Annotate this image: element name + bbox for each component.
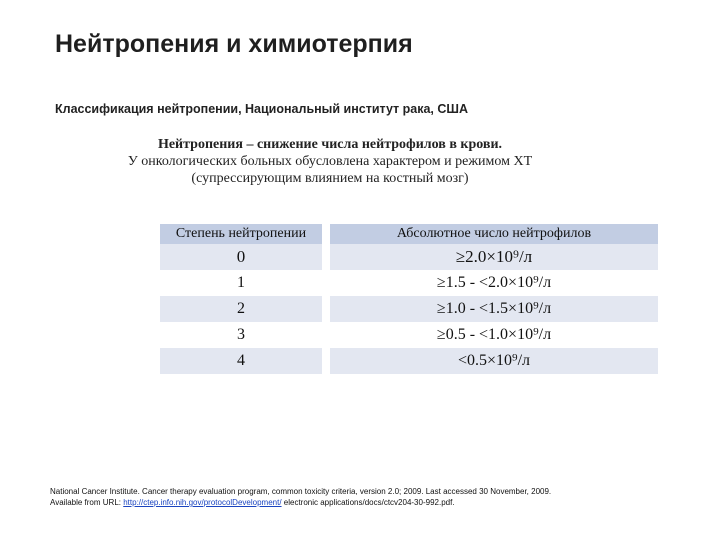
- table-row: [160, 348, 658, 374]
- definition-block: [60, 136, 600, 187]
- anc-cell: ≥2.0×10⁹/л: [326, 244, 658, 270]
- table-row: [160, 244, 658, 270]
- anc-cell: ≥1.0 - <1.5×10⁹/л: [326, 296, 658, 322]
- anc-cell: ≥0.5 - <1.0×10⁹/л: [326, 322, 658, 348]
- anc-cell: ≥1.5 - <2.0×10⁹/л: [326, 270, 658, 296]
- table-row: [160, 296, 658, 322]
- header-grade: Степень нейтропении: [160, 224, 326, 244]
- footnote-line-2: [50, 497, 690, 508]
- footnote-prefix: Available from URL:: [50, 498, 124, 507]
- grade-cell: 4: [160, 348, 326, 374]
- neutropenia-grade-table: [160, 224, 658, 374]
- definition-line-1: Нейтропения – снижение числа нейтрофилов в крови.: [157, 137, 503, 152]
- footnote-suffix: electronic applications/docs/ctcv204-30-992.pdf.: [281, 498, 455, 507]
- slide-subtitle: Классификация нейтропении, Национальный институт рака, США: [55, 102, 468, 116]
- footnote-line-1: National Cancer Institute. Cancer therapy evaluation program, common toxicity criteria, version 2.0; 2009. Last accessed 30 November, 2009.: [50, 487, 552, 496]
- grade-cell: 1: [160, 270, 326, 296]
- slide-title: Нейтропения и химиотерпия: [55, 30, 413, 58]
- grade-cell: 3: [160, 322, 326, 348]
- header-anc: Абсолютное число нейтрофилов: [326, 224, 658, 244]
- definition-line-3: (супрессирующим влиянием на костный мозг): [191, 171, 469, 186]
- reference-link[interactable]: http://ctep.info.nih.gov/protocolDevelopment/: [123, 498, 282, 507]
- table-header-row: [160, 224, 658, 244]
- reference-footnote: [50, 486, 690, 508]
- table-row: [160, 270, 658, 296]
- grade-cell: 2: [160, 296, 326, 322]
- table-row: [160, 322, 658, 348]
- grade-cell: 0: [160, 244, 326, 270]
- definition-line-2: У онкологических больных обусловлена характером и режимом ХТ: [127, 154, 533, 169]
- anc-cell: <0.5×10⁹/л: [326, 348, 658, 374]
